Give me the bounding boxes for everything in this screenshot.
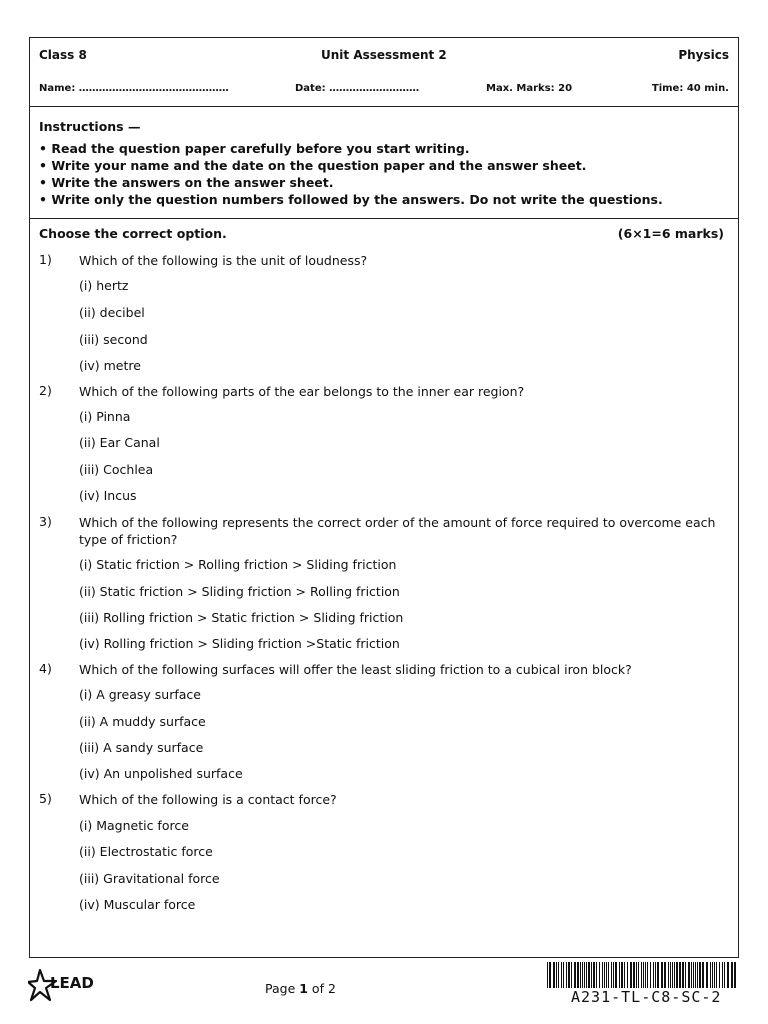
barcode-bar [602, 962, 603, 988]
barcode-bar [727, 962, 729, 988]
page-number [265, 981, 336, 996]
question-text: Which of the following parts of the ear belongs to the inner ear region? [79, 384, 525, 399]
barcode-bar [714, 962, 715, 988]
barcode-bar [650, 962, 651, 988]
barcode-bar [710, 962, 711, 988]
document-code: A231-TL-C8-SC-2 [571, 988, 722, 1006]
barcode-bar [664, 962, 666, 988]
barcode-bar [561, 962, 562, 988]
barcode-bar [549, 962, 551, 988]
logo-text: LEAD [50, 974, 94, 992]
barcode-bar [608, 962, 609, 988]
question-paper [29, 37, 739, 958]
question-number: 1) [39, 252, 52, 267]
barcode-bar [643, 962, 644, 988]
section-marks: (6×1=6 marks) [617, 226, 724, 241]
barcode-bar [722, 962, 723, 988]
question-text: Which of the following represents the correct order of the amount of force required to overcome each type of friction? [79, 515, 716, 547]
barcode [547, 962, 737, 988]
barcode-bar [724, 962, 725, 988]
barcode-bar [568, 962, 570, 988]
barcode-bar [655, 962, 656, 988]
section-title: Choose the correct option. [39, 226, 227, 241]
option: (iii) Gravitational force [79, 871, 220, 886]
barcode-bar [586, 962, 587, 988]
barcode-bar [661, 962, 663, 988]
barcode-bar [695, 962, 696, 988]
barcode-bar [588, 962, 590, 988]
barcode-bar [621, 962, 623, 988]
barcode-bar [553, 962, 555, 988]
question-number: 5) [39, 791, 52, 806]
option: (ii) Ear Canal [79, 435, 160, 450]
barcode-bar [574, 962, 576, 988]
barcode-bar [563, 962, 564, 988]
barcode-bar [636, 962, 637, 988]
barcode-bar [668, 962, 669, 988]
barcode-bar [619, 962, 620, 988]
question-number: 3) [39, 514, 52, 529]
barcode-bar [596, 962, 597, 988]
barcode-bar [604, 962, 605, 988]
option: (iii) second [79, 332, 148, 347]
option: (iv) Incus [79, 488, 137, 503]
barcode-bar [706, 962, 708, 988]
instructions-title: Instructions — [39, 119, 141, 134]
instruction-item: • Read the question paper carefully before you start writing. [39, 141, 470, 156]
barcode-bar [584, 962, 585, 988]
barcode-bar [716, 962, 717, 988]
barcode-bar [697, 962, 698, 988]
page-suffix: of 2 [307, 981, 336, 996]
barcode-bar [674, 962, 675, 988]
barcode-bar [591, 962, 592, 988]
barcode-bar [566, 962, 567, 988]
barcode-bar [582, 962, 583, 988]
barcode-bar [645, 962, 646, 988]
class-label: Class 8 [39, 48, 87, 62]
question-text: Which of the following is a contact force? [79, 792, 337, 807]
name-field: Name: ……………………………………… [39, 83, 229, 94]
barcode-bar [606, 962, 607, 988]
barcode-bar [702, 962, 704, 988]
option: (iii) A sandy surface [79, 740, 204, 755]
instructions-box [30, 107, 738, 219]
barcode-bar [676, 962, 678, 988]
question-number: 2) [39, 383, 52, 398]
option: (ii) Electrostatic force [79, 844, 213, 859]
option: (iv) Rolling friction > Sliding friction >Static friction [79, 636, 400, 651]
barcode-bar [672, 962, 673, 988]
barcode-bar [627, 962, 628, 988]
barcode-bar [647, 962, 648, 988]
barcode-bar [577, 962, 579, 988]
paper-header [30, 38, 738, 107]
option: (iii) Rolling friction > Static friction > Sliding friction [79, 610, 404, 625]
option: (iv) An unpolished surface [79, 766, 243, 781]
question-number: 4) [39, 661, 52, 676]
option: (i) hertz [79, 278, 129, 293]
barcode-bar [611, 962, 612, 988]
barcode-bar [719, 962, 720, 988]
page-prefix: Page [265, 981, 300, 996]
barcode-bar [613, 962, 614, 988]
option: (i) A greasy surface [79, 687, 201, 702]
barcode-bar [682, 962, 684, 988]
barcode-bar [657, 962, 659, 988]
barcode-bar [599, 962, 600, 988]
instruction-item: • Write only the question numbers followed by the answers. Do not write the questions. [39, 192, 663, 207]
option: (i) Pinna [79, 409, 131, 424]
barcode-bar [679, 962, 681, 988]
barcode-bar [691, 962, 692, 988]
question-text: Which of the following is the unit of loudness? [79, 253, 368, 268]
barcode-bar [685, 962, 686, 988]
barcode-bar [693, 962, 694, 988]
barcode-bar [688, 962, 690, 988]
page-current: 1 [299, 981, 308, 996]
subject-label: Physics [678, 48, 729, 62]
barcode-bar [556, 962, 557, 988]
page-footer [0, 960, 768, 1024]
barcode-bar [641, 962, 642, 988]
barcode-bar [558, 962, 559, 988]
question-text: Which of the following surfaces will offer the least sliding friction to a cubical iron block? [79, 662, 632, 677]
option: (ii) Static friction > Sliding friction > Rolling friction [79, 584, 400, 599]
barcode-bar [547, 962, 548, 988]
barcode-bar [638, 962, 639, 988]
barcode-bar [734, 962, 736, 988]
option: (ii) decibel [79, 305, 145, 320]
max-marks: Max. Marks: 20 [486, 83, 573, 94]
barcode-bar [731, 962, 733, 988]
time-limit: Time: 40 min. [651, 83, 729, 94]
barcode-bar [624, 962, 625, 988]
barcode-bar [580, 962, 581, 988]
option: (iii) Cochlea [79, 462, 154, 477]
option: (iv) Muscular force [79, 897, 196, 912]
option: (iv) metre [79, 358, 141, 373]
barcode-bar [699, 962, 701, 988]
option: (i) Magnetic force [79, 818, 189, 833]
assessment-title: Unit Assessment 2 [321, 48, 447, 62]
option: (i) Static friction > Rolling friction > Sliding friction [79, 557, 397, 572]
barcode-bar [630, 962, 632, 988]
barcode-bar [593, 962, 595, 988]
lead-logo [28, 967, 102, 1007]
barcode-bar [571, 962, 572, 988]
barcode-bar [615, 962, 617, 988]
barcode-bar [633, 962, 635, 988]
barcode-bar [712, 962, 713, 988]
barcode-bar [653, 962, 654, 988]
option: (ii) A muddy surface [79, 714, 206, 729]
barcode-bar [670, 962, 671, 988]
instruction-item: • Write the answers on the answer sheet. [39, 175, 334, 190]
instruction-item: • Write your name and the date on the question paper and the answer sheet. [39, 158, 587, 173]
date-field: Date: ……………………… [295, 83, 420, 94]
